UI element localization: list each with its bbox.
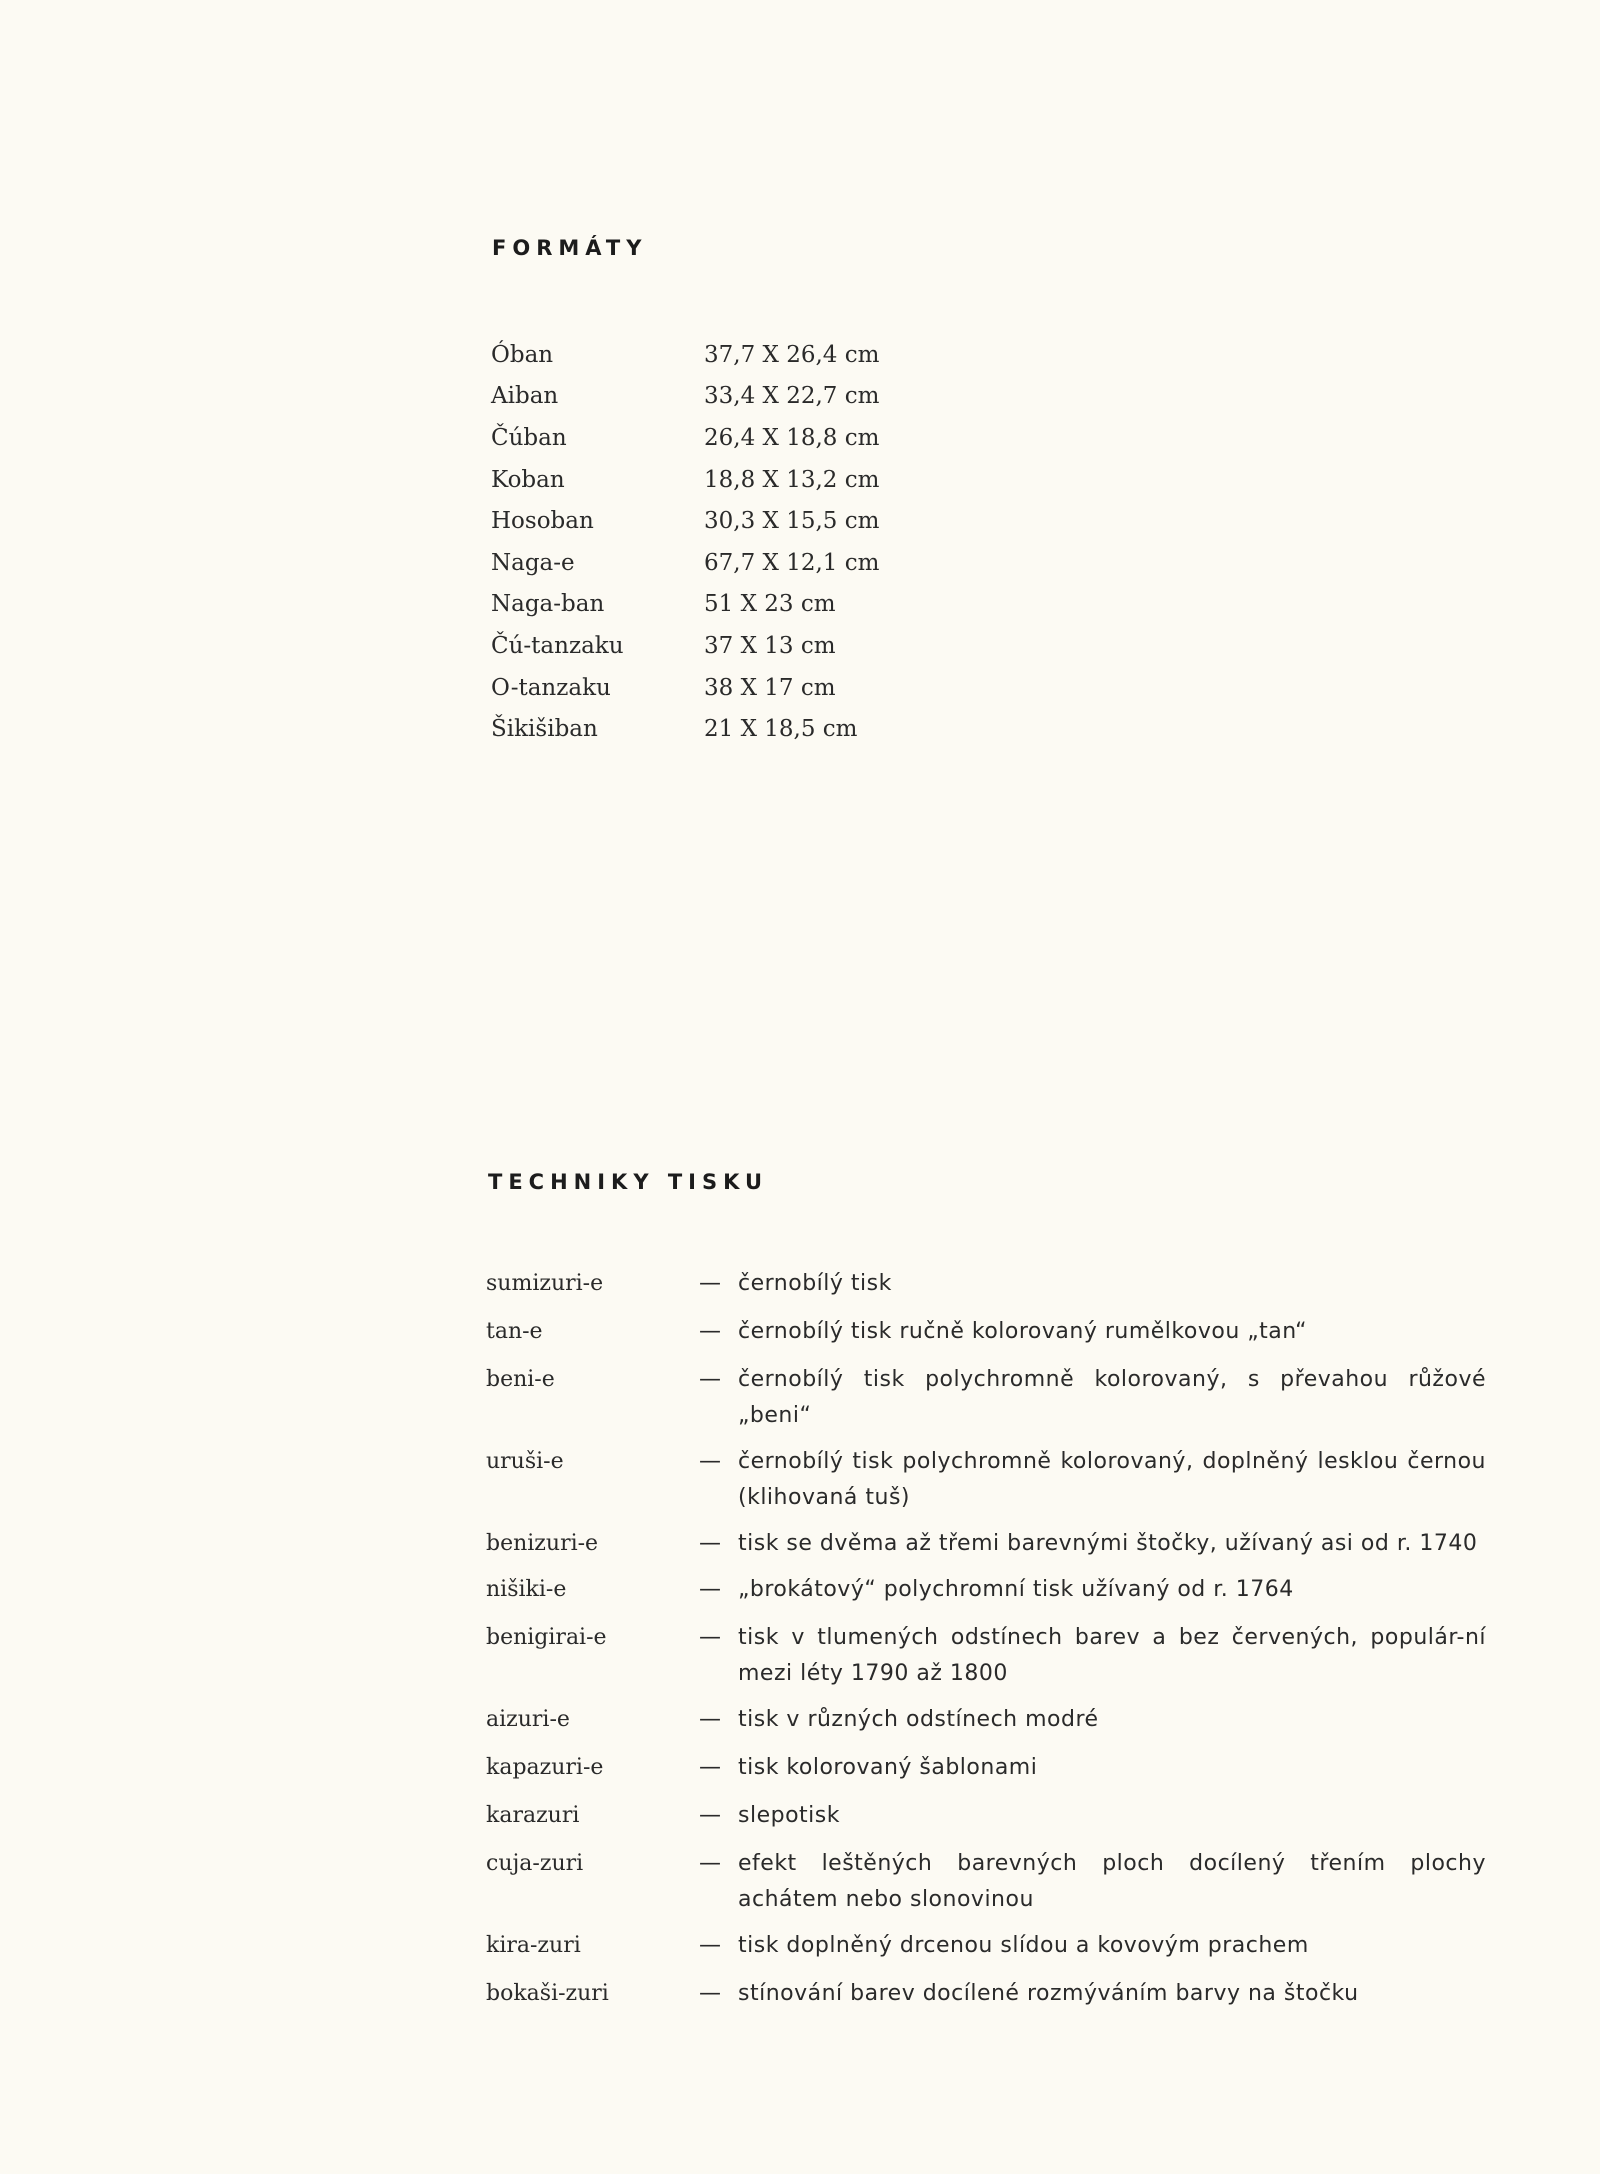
technique-row xyxy=(486,1620,1486,1692)
technique-term: beni-e xyxy=(486,1367,555,1392)
technique-term: cuja-zuri xyxy=(486,1851,584,1876)
format-name: Koban xyxy=(491,466,565,493)
formats-table xyxy=(491,334,879,750)
format-name: Šikišiban xyxy=(491,716,598,743)
technique-term: kapazuri-e xyxy=(486,1755,604,1780)
format-name: Naga-e xyxy=(491,549,575,576)
technique-description: „brokátový“ polychromní tisk užívaný od r. 1764 xyxy=(738,1577,1294,1602)
format-size: 30,3 X 15,5 cm xyxy=(704,508,880,535)
technique-term: sumizuri-e xyxy=(486,1271,604,1296)
technique-description: tisk kolorovaný šablonami xyxy=(738,1755,1038,1780)
technique-description: stínování barev docílené rozmýváním barvy na štočku xyxy=(738,1981,1359,2006)
format-row xyxy=(491,417,879,459)
technique-description: černobílý tisk polychromně kolorovaný, s převahou růžové „beni“ xyxy=(738,1367,1486,1428)
technique-term: benigirai-e xyxy=(486,1625,607,1650)
technique-term: nišiki-e xyxy=(486,1577,567,1602)
format-row xyxy=(491,376,879,418)
dash-separator: — xyxy=(699,1707,721,1732)
technique-description: černobílý tisk ručně kolorovaný rumělkovou „tan“ xyxy=(738,1319,1307,1344)
format-name: Čúban xyxy=(491,424,567,451)
technique-description: tisk v tlumených odstínech barev a bez červených, populár-ní mezi léty 1790 až 1800 xyxy=(738,1625,1486,1686)
format-size: 67,7 X 12,1 cm xyxy=(704,549,880,576)
dash-separator: — xyxy=(699,1319,721,1344)
technique-description: slepotisk xyxy=(738,1803,840,1828)
dash-separator: — xyxy=(699,1531,721,1556)
dash-separator: — xyxy=(699,1755,721,1780)
format-size: 18,8 X 13,2 cm xyxy=(704,466,880,493)
format-size: 21 X 18,5 cm xyxy=(704,716,858,743)
dash-separator: — xyxy=(699,1367,721,1392)
dash-separator: — xyxy=(699,1851,721,1876)
dash-separator: — xyxy=(699,1933,721,1958)
format-row xyxy=(491,584,879,626)
technique-term: aizuri-e xyxy=(486,1707,570,1732)
technique-row xyxy=(486,1266,1486,1302)
dash-separator: — xyxy=(699,1449,721,1474)
technique-description: tisk v různých odstínech modré xyxy=(738,1707,1099,1732)
technique-term: karazuri xyxy=(486,1803,580,1828)
technique-row xyxy=(486,1362,1486,1434)
technique-row xyxy=(486,1526,1486,1562)
format-name: Hosoban xyxy=(491,508,594,535)
technique-description: tisk doplněný drcenou slídou a kovovým prachem xyxy=(738,1933,1309,1958)
dash-separator: — xyxy=(699,1625,721,1650)
technique-term: tan-e xyxy=(486,1319,543,1344)
technique-description: efekt leštěných barevných ploch docílený třením plochy achátem nebo slonovinou xyxy=(738,1851,1486,1912)
format-row xyxy=(491,542,879,584)
technique-row xyxy=(486,1928,1486,1964)
format-size: 38 X 17 cm xyxy=(704,674,836,701)
technique-term: benizuri-e xyxy=(486,1531,599,1556)
technique-row xyxy=(486,1750,1486,1786)
format-size: 37 X 13 cm xyxy=(704,632,836,659)
format-size: 37,7 X 26,4 cm xyxy=(704,341,880,368)
format-row xyxy=(491,667,879,709)
format-row xyxy=(491,708,879,750)
technique-row xyxy=(486,1846,1486,1918)
format-row xyxy=(491,500,879,542)
technique-row xyxy=(486,1444,1486,1516)
format-row xyxy=(491,334,879,376)
format-name: Óban xyxy=(491,341,554,368)
technique-row xyxy=(486,1572,1486,1608)
dash-separator: — xyxy=(699,1577,721,1602)
technique-description: černobílý tisk xyxy=(738,1271,892,1296)
format-name: Čú-tanzaku xyxy=(491,632,624,659)
format-name: O-tanzaku xyxy=(491,674,611,701)
format-size: 51 X 23 cm xyxy=(704,591,836,618)
techniques-list xyxy=(486,1266,1486,2012)
technique-term: kira-zuri xyxy=(486,1933,581,1958)
technique-row xyxy=(486,1798,1486,1834)
dash-separator: — xyxy=(699,1981,721,2006)
technique-term: uruši-e xyxy=(486,1449,564,1474)
technique-description: černobílý tisk polychromně kolorovaný, doplněný lesklou černou (klihovaná tuš) xyxy=(738,1449,1486,1510)
format-name: Aiban xyxy=(491,383,559,410)
formats-heading: FORMÁTY xyxy=(492,236,648,260)
technique-term: bokaši-zuri xyxy=(486,1981,609,2006)
format-name: Naga-ban xyxy=(491,591,605,618)
dash-separator: — xyxy=(699,1271,721,1296)
dash-separator: — xyxy=(699,1803,721,1828)
format-size: 33,4 X 22,7 cm xyxy=(704,383,880,410)
technique-description: tisk se dvěma až třemi barevnými štočky, užívaný asi od r. 1740 xyxy=(738,1531,1478,1556)
techniques-heading: TECHNIKY TISKU xyxy=(488,1170,769,1194)
format-size: 26,4 X 18,8 cm xyxy=(704,424,880,451)
format-row xyxy=(491,625,879,667)
format-row xyxy=(491,459,879,501)
technique-row xyxy=(486,1314,1486,1350)
technique-row xyxy=(486,1702,1486,1738)
technique-row xyxy=(486,1976,1486,2012)
